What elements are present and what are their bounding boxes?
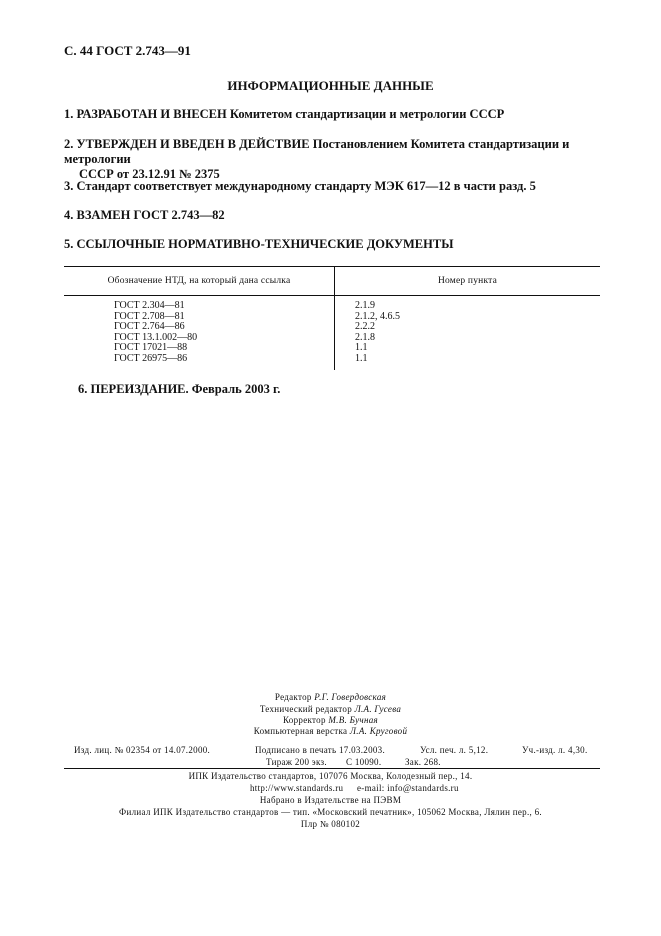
- typeset-line: Набрано в Издательстве на ПЭВМ: [259, 795, 402, 805]
- order-text: Зак. 268.: [405, 757, 441, 767]
- table-header-row: [64, 267, 600, 296]
- publisher-email: e-mail: info@standards.ru: [357, 783, 459, 793]
- run-text: Тираж 200 экз.: [266, 757, 327, 767]
- staff-name: Л.А. Круговой: [349, 726, 408, 736]
- designation-cell: ГОСТ 2.764—86: [64, 322, 335, 333]
- order-c-text: С 10090.: [346, 757, 382, 767]
- branch-line: Филиал ИПК Издательство стандартов — тип. «Московский печатник», 105062 Москва, Лялин пер., 6.: [119, 807, 542, 817]
- staff-role: Корректор: [282, 715, 326, 725]
- item-number: 5.: [64, 237, 74, 251]
- item-lead: УТВЕРЖДЕН И ВВЕДЕН В ДЕЙСТВИЕ: [76, 137, 310, 151]
- editor-line: [0, 692, 661, 702]
- plr-line: Плр № 080102: [300, 819, 361, 829]
- designation-cell: ГОСТ 17021—88: [64, 343, 335, 354]
- divider: [64, 768, 600, 769]
- designation-cell: ГОСТ 2.304—81: [64, 296, 335, 312]
- license-text: Изд. лиц. № 02354 от 14.07.2000.: [74, 745, 211, 755]
- item-2: [64, 137, 604, 182]
- designation-cell: ГОСТ 26975—86: [64, 354, 335, 371]
- item-number: 6.: [78, 382, 88, 396]
- designation-cell: ГОСТ 2.708—81: [64, 312, 335, 323]
- clause-cell: 2.1.8: [355, 331, 375, 343]
- item-text: ПЕРЕИЗДАНИЕ. Февраль 2003 г.: [90, 382, 281, 396]
- pub-sheets-text: Уч.-изд. л. 4,30.: [522, 745, 588, 755]
- designation-cell: ГОСТ 13.1.002—80: [64, 333, 335, 344]
- item-continuation: СССР от 23.12.91 № 2375: [79, 167, 220, 181]
- item-lead: ВЗАМЕН ГОСТ 2.743—82: [76, 208, 225, 222]
- tech-editor-line: [0, 704, 661, 714]
- item-number: 1.: [64, 107, 74, 121]
- staff-role: Компьютерная верстка: [253, 726, 348, 736]
- page-header: С. 44 ГОСТ 2.743—91: [64, 43, 191, 58]
- reference-table: [64, 266, 600, 370]
- item-4: [64, 208, 604, 223]
- corrector-line: [0, 715, 661, 725]
- layout-line: [0, 726, 661, 736]
- table-row: [64, 296, 600, 312]
- item-text: Постановлением Комитета стандартизации и метрологии: [64, 137, 570, 166]
- clause-cell: 1.1: [355, 342, 368, 353]
- item-lead: ССЫЛОЧНЫЕ НОРМАТИВНО-ТЕХНИЧЕСКИЕ ДОКУМЕНТЫ: [76, 237, 454, 251]
- column-header-designation: Обозначение НТД, на который дана ссылка: [64, 267, 335, 296]
- item-lead: РАЗРАБОТАН И ВНЕСЕН: [76, 107, 227, 121]
- item-number: 2.: [64, 137, 74, 151]
- staff-name: М.В. Бучная: [328, 715, 379, 725]
- sheets-text: Усл. печ. л. 5,12.: [420, 745, 489, 755]
- item-3: [64, 179, 604, 194]
- item-number: 3.: [64, 179, 74, 193]
- table-row: [64, 343, 600, 354]
- staff-name: Р.Г. Говердовская: [314, 692, 387, 702]
- staff-role: Редактор: [274, 692, 312, 702]
- table-row: [64, 322, 600, 333]
- item-6: [78, 382, 618, 397]
- item-1: [64, 107, 604, 122]
- clause-cell: 1.1: [355, 352, 368, 364]
- publisher-line: ИПК Издательство стандартов, 107076 Москва, Колодезный пер., 14.: [188, 771, 473, 781]
- signed-text: Подписано в печать 17.03.2003.: [255, 745, 386, 755]
- table-row: [64, 354, 600, 371]
- staff-role: Технический редактор: [259, 704, 353, 714]
- item-5: [64, 237, 604, 252]
- item-number: 4.: [64, 208, 74, 222]
- column-header-clause: Номер пункта: [335, 267, 601, 296]
- clause-cell: 2.1.2, 4.6.5: [355, 310, 400, 322]
- item-text: Стандарт соответствует международному стандарту МЭК 617—12 в части разд. 5: [76, 179, 536, 193]
- section-title: ИНФОРМАЦИОННЫЕ ДАННЫЕ: [227, 78, 434, 93]
- clause-cell: 2.2.2: [355, 321, 375, 332]
- item-text: Комитетом стандартизации и метрологии СССР: [229, 107, 505, 121]
- clause-cell: 2.1.9: [355, 300, 375, 311]
- staff-name: Л.А. Гусева: [354, 704, 402, 714]
- publisher-web: http://www.standards.ru: [250, 783, 344, 793]
